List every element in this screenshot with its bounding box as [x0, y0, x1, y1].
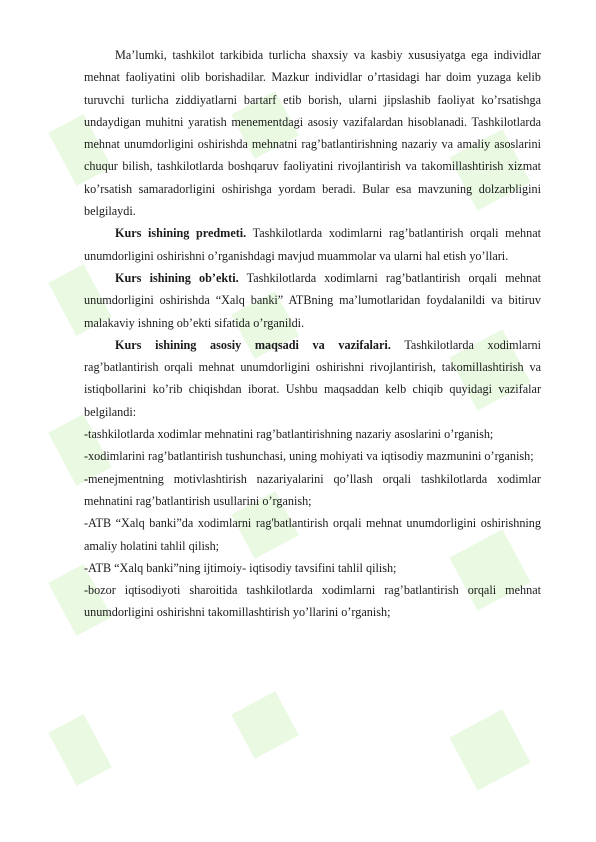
paragraph-text: Tashkilotlarda xodimlarni rag’batlantirish orqali mehnat unumdorligini oshirishni o’rganishdagi mavjud muammolar va ularni hal etish yo’llari. [84, 226, 541, 263]
paragraph-course-goals [84, 334, 541, 423]
list-item: -bozor iqtisodiyoti sharoitida tashkilotlarda xodimlarni rag’batlantirish orqali mehnat unumdorligini oshirishni takomillashtirish yo’llarini o’rganish; [84, 583, 541, 620]
list-item: -ATB “Xalq banki”ning ijtimoiy- iqtisodiy tavsifini tahlil qilish; [84, 560, 397, 575]
list-item: -menejmentning motivlashtirish nazariyalarini qo’llash orqali tashkilotlarda xodimlar mehnatini rag’batlantirish usullarini o’rganish; [84, 471, 541, 508]
document-body [84, 44, 541, 624]
paragraph-heading: Kurs ishining ob’ekti. [115, 270, 239, 285]
paragraph-heading: Kurs ishining predmeti. [115, 226, 247, 241]
paragraph-intro [84, 44, 541, 222]
list-item: -tashkilotlarda xodimlar mehnatini rag’batlantirishning nazariy asoslarini o’rganish; [84, 427, 494, 442]
paragraph-heading: Kurs ishining asosiy maqsadi va vazifalari. [115, 337, 391, 352]
paragraph-course-subject [84, 222, 541, 267]
paragraph-text: Ma’lumki, tashkilot tarkibida turlicha shaxsiy va kasbiy xususiyatga ega individlar mehnat faoliyatini olib borishadilar. Mazkur individlar o’rtasidagi har doim yuzaga kelib turuvchi turlicha ziddiyatlarni bartarf etib borish, ularni jipslashib faoliyat ko’rsatishga undaydigan muhitni yaratish menementdagi asosiy vazifalardan hisoblanadi. Tashkilotlarda mehnat unumdorligini oshirishda mehnatni rag’batlantirishning nazariy va amaliy asoslarini chuqur bilish, tashkilotlarda boshqaruv faoliyatini rivojlantirish va takomillashtirish xizmat ko’rsatish samaradorligini oshirishga yordam beradi. Bular esa mavzuning dolzarbligini belgilaydi. [84, 48, 541, 219]
paragraph-course-object [84, 267, 541, 334]
paragraph-text: Tashkilotlarda xodimlarni rag’batlantirish orqali mehnat unumdorligini oshirishni rivojlantirish, takomillashtirish va istiqbollarini ko’rib chiqishdan iborat. Ushbu maqsaddan kelb chiqib quyidagi vazifalar belgilandi: [84, 337, 541, 419]
paragraph-text: Tashkilotlarda xodimlarni rag’batlantirish orqali mehnat unumdorligini oshirishda “Xalq banki” ATBning ma’lumotlaridan foydalanildi va bitiruv malakaviy ishning ob’ekti sifatida o’rganildi. [84, 270, 541, 330]
list-item: -ATB “Xalq banki”da xodimlarni rag'batlantirish orqali mehnat unumdorligini oshirishning amaliy holatini tahlil qilish; [84, 516, 541, 553]
list-item: -xodimlarini rag’batlantirish tushunchasi, uning mohiyati va iqtisodiy mazmunini o’rganish; [84, 449, 534, 464]
